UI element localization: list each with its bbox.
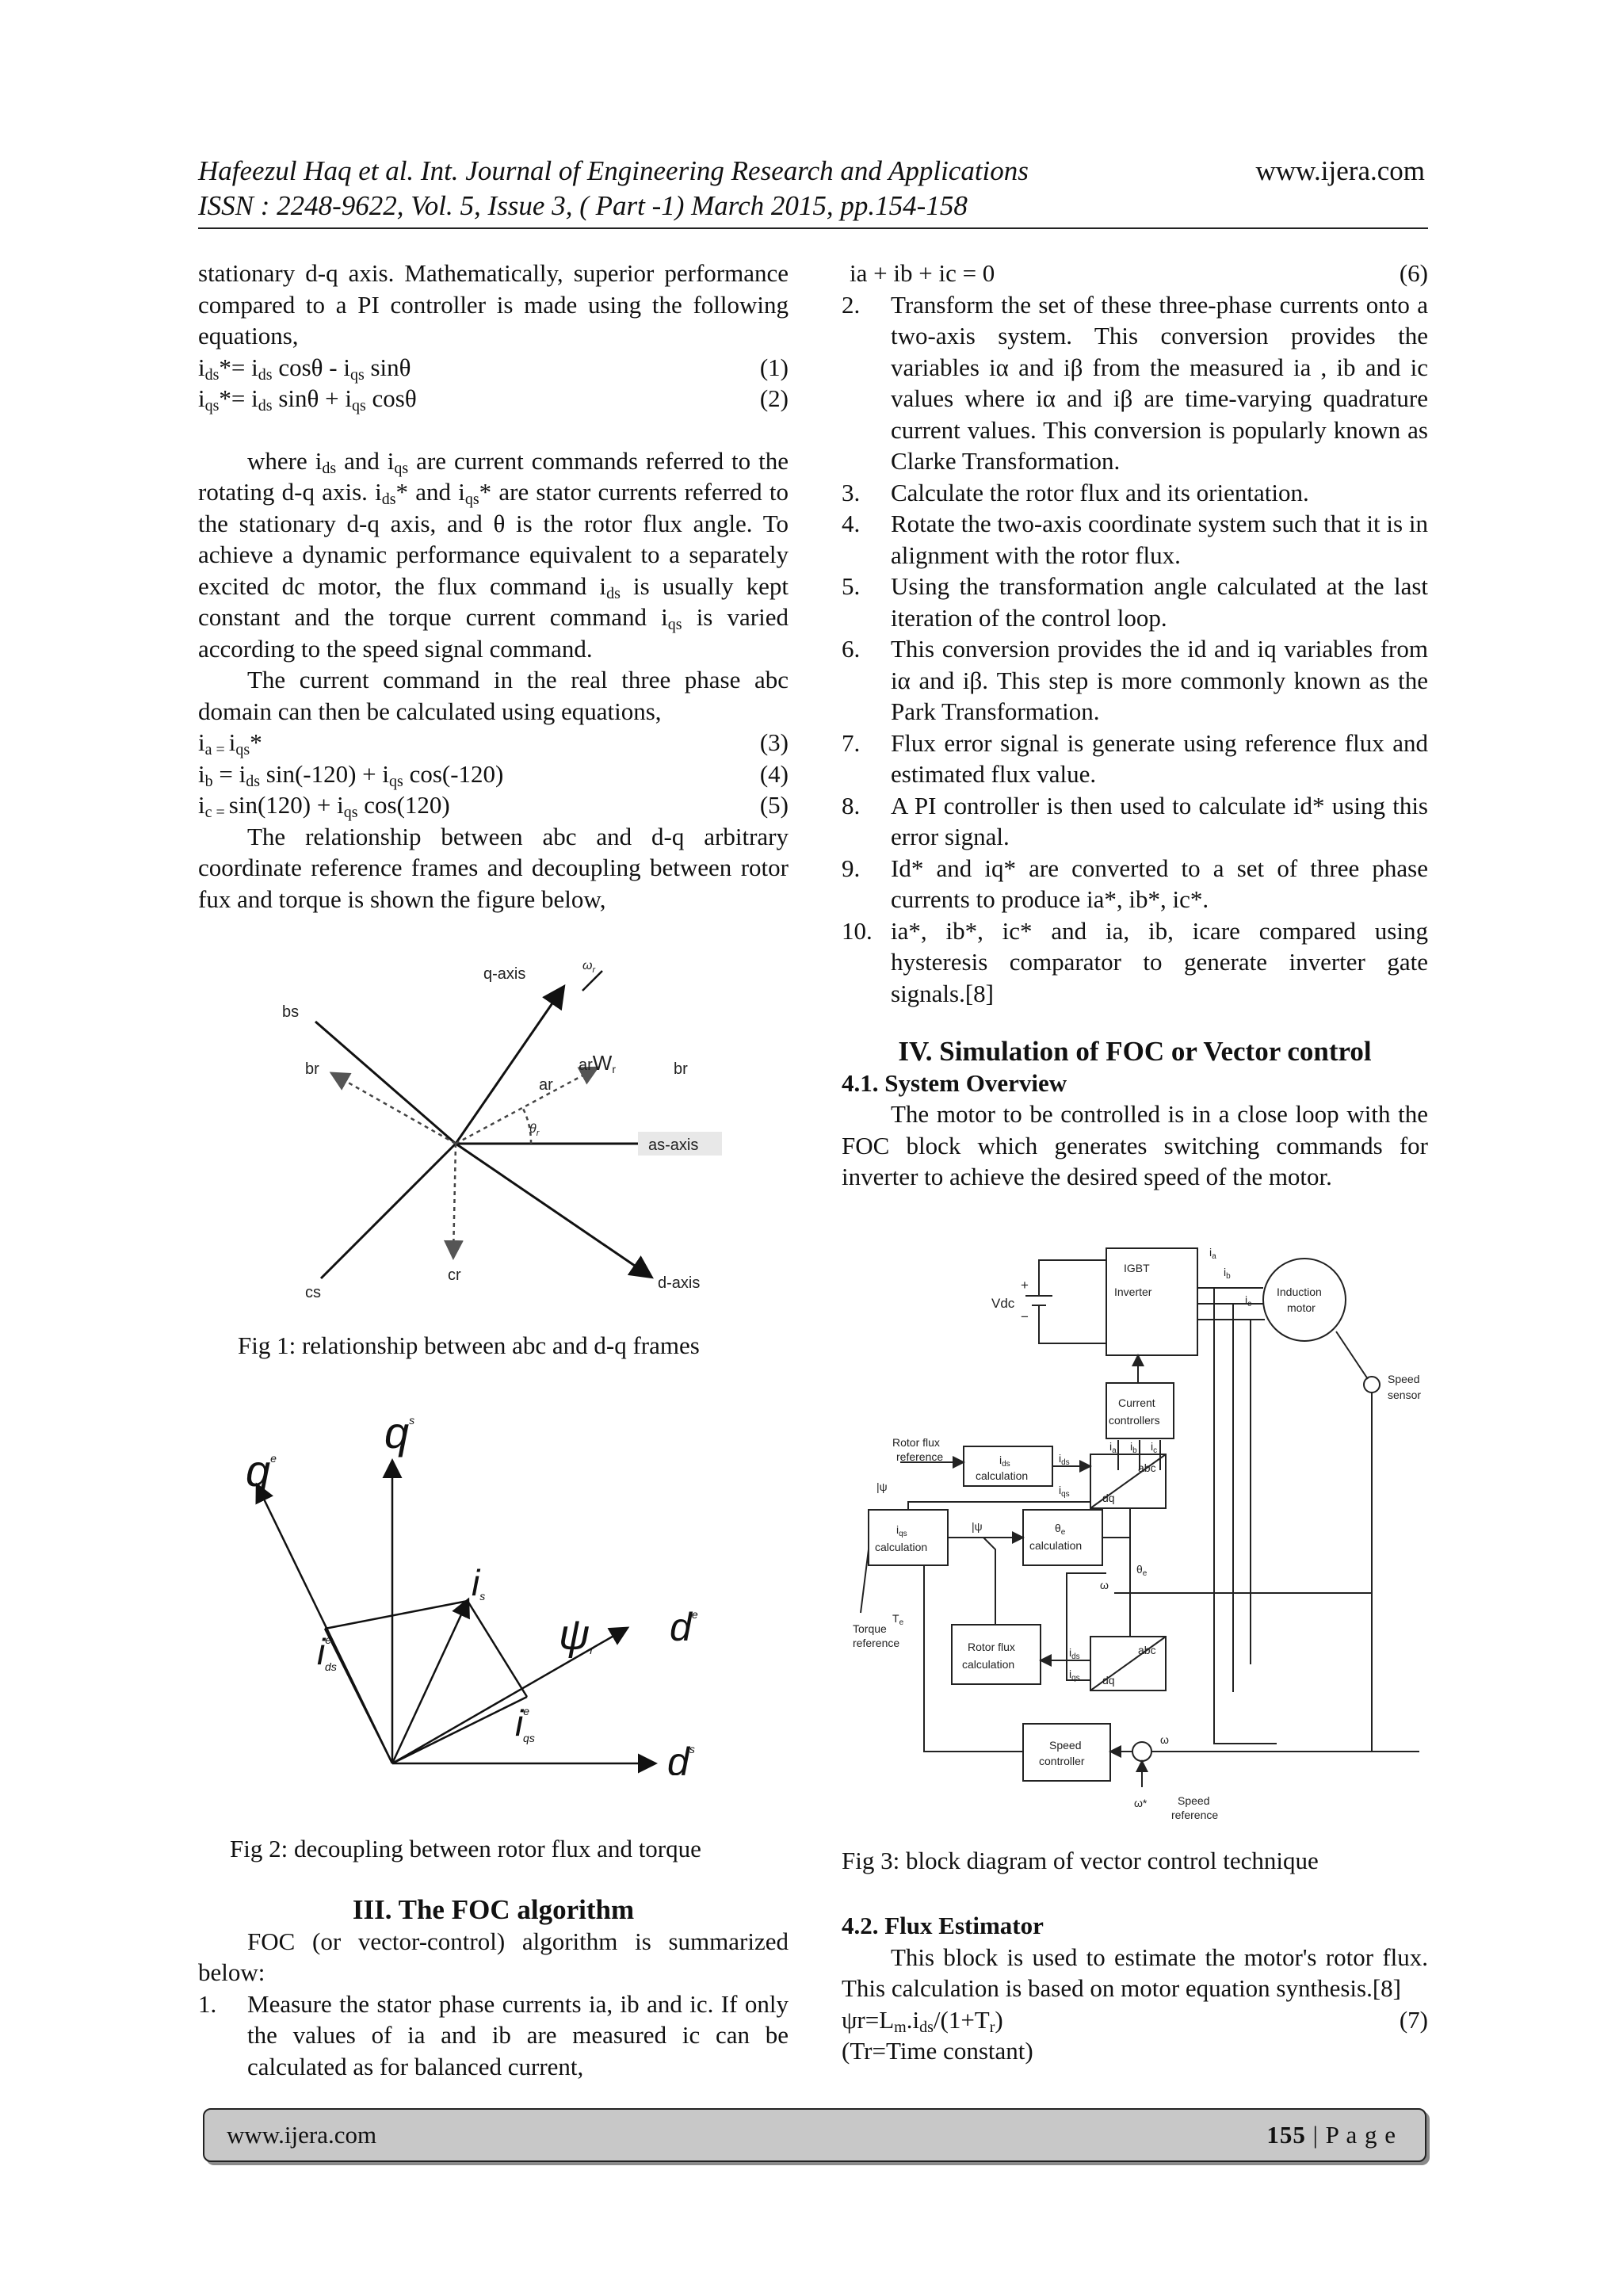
- current-controllers-block: [1106, 1383, 1174, 1438]
- paragraph-system-overview: The motor to be controlled is in a close loop with the FOC block which generates switching commands for inverter to achieve the desired speed of the motor.: [842, 1100, 1428, 1190]
- list-item-10: 10. ia*, ib*, ic* and ia, ib, icare compared using hysteresis comparator to generate inverter gate signals.[8]: [842, 916, 1428, 1007]
- speed-controller-label-1: Speed: [1049, 1739, 1082, 1752]
- d-e-label: $d^e$: [670, 1605, 698, 1649]
- ias-label: $i_a$: [1109, 1440, 1117, 1455]
- rotor-flux-calc-label-2: calculation: [962, 1658, 1015, 1671]
- br-left-label: br: [305, 1060, 319, 1078]
- ia-label: $i_a$: [1209, 1246, 1216, 1261]
- theta-calc-label-2: calculation: [1029, 1539, 1083, 1552]
- dc-bus-top: [1039, 1260, 1106, 1296]
- ids-bottom-label: $i_{ds}$: [1069, 1646, 1080, 1661]
- figure-1-abc-dq-frames: [269, 955, 737, 1304]
- figure-2-decoupling: [230, 1399, 737, 1775]
- iqs-calc-label-2: calculation: [875, 1541, 928, 1553]
- speed-feedback: [1372, 1392, 1419, 1752]
- equation-3: $i_{a =}$ $i_{qs}*$ (3): [198, 728, 789, 758]
- theta-e-calculation-block: [1023, 1510, 1102, 1565]
- foc-steps-list: [842, 289, 1428, 1010]
- section-3-title: III. The FOC algorithm: [352, 1894, 635, 1925]
- ids-calc-label-2: calculation: [976, 1469, 1029, 1482]
- equation-5: $i_{c =}$ $\sin(120) + i_{qs}$ cos(120) (5): [198, 791, 789, 821]
- speed-controller-label-2: controller: [1039, 1755, 1085, 1767]
- br-left-line: [333, 1074, 456, 1144]
- ids-label: $i^e$ ds: [317, 1631, 337, 1673]
- paragraph-abc-domain: The current command in the real three phase abc domain can then be calculated using equations,: [198, 666, 789, 725]
- paragraph-current-commands: where $i_{ds}$ and $i_{qs}$ are current commands referred to the rotating d-q axis. $i_{ds}*$ and $i_{qs}*$ are stator currents referred to the stationary d-q axis, and θ is the rotor flux angle. To achieve a dynamic performance equivalent to a separately excited dc motor, the flux command $i_{ds}$ is usually kept constant and the torque current command $i_{qs}$ is varied according to the speed signal command.: [198, 446, 789, 663]
- motor-label-1: Induction: [1277, 1286, 1322, 1298]
- list-item-3: 3. Calculate the rotor flux and its orientation.: [842, 478, 1309, 506]
- fig2-caption: Fig 2: decoupling between rotor flux and torque: [230, 1835, 701, 1862]
- igbt-label-2: Inverter: [1114, 1286, 1152, 1298]
- paragraph-intro: stationary d-q axis. Mathematically, superior performance compared to a PI controller is made using the following equations,: [198, 259, 789, 350]
- vdc-plus: +: [1021, 1278, 1029, 1293]
- page-footer: [203, 2108, 1426, 2162]
- q-axis-line: [456, 988, 563, 1144]
- psir-feedback: [983, 1538, 995, 1625]
- cs-line: [321, 1144, 456, 1278]
- sensor-link: [1336, 1331, 1368, 1379]
- induction-motor: [1263, 1259, 1346, 1341]
- as-axis-label: as-axis: [648, 1137, 699, 1154]
- ics-label: $i_c$: [1151, 1440, 1158, 1455]
- ar-line: [456, 1068, 596, 1144]
- section-4-2: [842, 1910, 1428, 2067]
- equation-7: $\psi r=L_m.i_{ds}/(1+T_r)$ (7): [842, 2005, 1428, 2036]
- figure-3-block-diagram: [845, 1232, 1455, 1827]
- speed-ref-label-1: Speed: [1178, 1794, 1210, 1807]
- iqs-label: $i^e$ qs: [515, 1702, 535, 1744]
- ids-star-label: $i_{ds}$: [1059, 1452, 1070, 1467]
- omega-star-label: ω*: [1134, 1797, 1148, 1809]
- psi-r-label: ψr: [559, 1611, 594, 1659]
- q-s-label: $q^s$: [384, 1408, 415, 1457]
- paragraph-flux-estimator: This block is used to estimate the motor's rotor flux. This calculation is based on motor equation synthesis.[8]: [842, 1943, 1428, 2002]
- igbt-label-1: IGBT: [1124, 1262, 1150, 1274]
- cc-label-2: controllers: [1109, 1414, 1160, 1427]
- right-column: [842, 258, 1428, 1193]
- te-star-label: $T_e$: [892, 1612, 904, 1627]
- equation-1: $i_{ds}*= i_{ds}$ cosθ - $i_{qs}$ sinθ (1): [198, 353, 789, 384]
- vdc-label: Vdc: [991, 1296, 1015, 1311]
- ia-feedback: [1214, 1288, 1277, 1744]
- paragraph-relationship: The relationship between abc and d-q arbitrary coordinate reference frames and decoupling between rotor fux and torque is shown the figure below,: [198, 822, 789, 913]
- cr-line: [453, 1144, 456, 1256]
- list-item-1: 1. Measure the stator phase currents ia, ib and ic. If only the values of ia and ib are measured ic can be calculated as for balanced current,: [198, 1989, 789, 2080]
- ib-label: $i_b$: [1224, 1266, 1231, 1281]
- speed-sensor-label-1: Speed: [1388, 1373, 1420, 1385]
- igbt-inverter-block: [1106, 1248, 1197, 1355]
- dc-bus-bottom: [1039, 1305, 1106, 1343]
- bs-label: bs: [282, 1003, 300, 1021]
- ic-label: $i_c$: [1245, 1293, 1252, 1308]
- running-header-issn: ISSN : 2248-9622, Vol. 5, Issue 3, ( Part -1) March 2015, pp.154-158: [198, 190, 968, 221]
- list-item-9: 9. Id* and iq* are converted to a set of three phase currents to produce ia*, ib*, ic*.: [842, 854, 1428, 913]
- d-axis-label: d-axis: [658, 1274, 701, 1292]
- bs-line: [315, 1022, 456, 1144]
- torque-ref-label-2: reference: [853, 1637, 900, 1649]
- equation-6: ia + ib + ic = 0 (6): [850, 259, 1428, 287]
- header-journal: Hafeezul Haq et al. Int. Journal of Engineering Research and Applications: [198, 155, 1029, 186]
- fig1-caption: Fig 1: relationship between abc and d-q frames: [238, 1331, 700, 1359]
- section-3: [198, 1894, 789, 2082]
- is-label: is: [472, 1562, 486, 1603]
- header-website[interactable]: www.ijera.com: [1255, 155, 1425, 186]
- abc-label-bottom: abc: [1138, 1644, 1156, 1656]
- running-header-authors: [198, 155, 1425, 187]
- br-right-label: br: [674, 1060, 688, 1078]
- fig3-caption: Fig 3: block diagram of vector control technique: [842, 1847, 1319, 1874]
- theta-e-label: $\theta_e$: [1136, 1563, 1148, 1578]
- ids-component: [325, 1629, 392, 1763]
- ar-wr-label: arW$_r$: [579, 1051, 617, 1075]
- speed-sensor: [1364, 1377, 1380, 1392]
- iqs-star-wire: [908, 1502, 1090, 1510]
- d-s-label: $d^s$: [667, 1740, 695, 1775]
- section-4-2-title: 4.2. Flux Estimator: [842, 1912, 1044, 1939]
- torque-ref-wire: [861, 1549, 869, 1613]
- psir-label: |ψ: [972, 1520, 983, 1533]
- speed-ref-label-2: reference: [1171, 1809, 1219, 1821]
- list-item-5: 5. Using the transformation angle calculated at the last iteration of the control loop.: [842, 572, 1428, 632]
- rotor-flux-ref-label-1: Rotor flux: [892, 1436, 940, 1449]
- vdc-minus: −: [1021, 1309, 1029, 1324]
- footer-website[interactable]: www.ijera.com: [227, 2121, 377, 2149]
- list-item-8: 8. A PI controller is then used to calculate id* using this error signal.: [842, 791, 1428, 850]
- rotor-flux-calc-label-1: Rotor flux: [968, 1641, 1015, 1653]
- list-item-2: 2. Transform the set of these three-phase currents onto a two-axis system. This conversion provides the variables iα and iβ from the measured ia , ib and ic values where iα and iβ are time-varying quadrature current values. This conversion is popularly known as Clarke Transformation.: [842, 290, 1428, 475]
- paragraph-foc-summary: FOC (or vector-control) algorithm is summarized below:: [198, 1927, 789, 1986]
- omega-label-1: ω: [1100, 1579, 1109, 1591]
- iqs-bottom-label: $i_{qs}$: [1069, 1668, 1080, 1683]
- speed-controller-block: [1023, 1724, 1110, 1781]
- list-item-4: 4. Rotate the two-axis coordinate system such that it is in alignment with the rotor flux.: [842, 510, 1428, 569]
- omega-label-2: ω: [1160, 1733, 1169, 1746]
- time-constant-note: (Tr=Time constant): [842, 2037, 1033, 2065]
- iqs-component: [392, 1697, 527, 1763]
- cs-label: cs: [305, 1284, 321, 1301]
- ibs-label: $i_b$: [1130, 1440, 1137, 1455]
- iqs-calculation-block: [869, 1510, 948, 1565]
- cc-label-1: Current: [1118, 1396, 1155, 1409]
- torque-ref-label-1: Torque: [853, 1622, 887, 1635]
- abc-label-top: abc: [1138, 1461, 1156, 1474]
- iqs-calc-label-1: $i_{qs}$: [896, 1523, 907, 1538]
- section-4-title: IV. Simulation of FOC or Vector control: [898, 1036, 1372, 1067]
- iqs-star-label: $i_{qs}$: [1059, 1484, 1070, 1499]
- left-column: [198, 258, 789, 915]
- header-rule: [198, 227, 1428, 229]
- list-item-6: 6. This conversion provides the id and iq variables from iα and iβ. This step is more commonly known as the Park Transformation.: [842, 635, 1428, 725]
- summing-junction: [1132, 1742, 1151, 1761]
- iqs-projection: [468, 1601, 527, 1697]
- rotor-flux-calculation-block: [952, 1625, 1041, 1684]
- theta-calc-label-1: $\theta_e$: [1055, 1522, 1066, 1537]
- footer-page-number: 155 | P a g e: [1266, 2121, 1396, 2149]
- theta-r-label: $\theta_r$: [529, 1122, 540, 1138]
- ids-calc-label-1: $i_{ds}$: [999, 1454, 1010, 1469]
- ids-projection: [325, 1601, 468, 1629]
- dq-label-top: dq: [1102, 1492, 1115, 1504]
- cr-label: cr: [448, 1266, 461, 1284]
- q-axis-label: q-axis: [483, 965, 526, 983]
- is-vector: [392, 1601, 468, 1763]
- psir-ref-label: |ψ: [876, 1480, 888, 1493]
- dq-label-bottom: dq: [1102, 1674, 1115, 1687]
- rotor-flux-ref-label-2: reference: [896, 1450, 944, 1463]
- q-e-label: $q^e$: [246, 1446, 277, 1496]
- list-item-7: 7. Flux error signal is generate using reference flux and estimated flux value.: [842, 728, 1428, 788]
- motor-label-2: motor: [1287, 1301, 1316, 1314]
- speed-sensor-label-2: sensor: [1388, 1389, 1422, 1401]
- equation-4: $i_b = i_{ds}$ $\sin(-120) + i_{qs}$ cos(-120) (4): [198, 759, 789, 790]
- d-axis-line: [456, 1144, 650, 1276]
- omega-label: $\omega_r$: [582, 959, 596, 975]
- equation-2: $i_{qs}*= i_{ds}$ $\sin\theta + i_{qs}$ cosθ (2): [198, 384, 789, 415]
- section-4-1-title: 4.1. System Overview: [842, 1068, 1067, 1097]
- ar-label: ar: [539, 1076, 553, 1094]
